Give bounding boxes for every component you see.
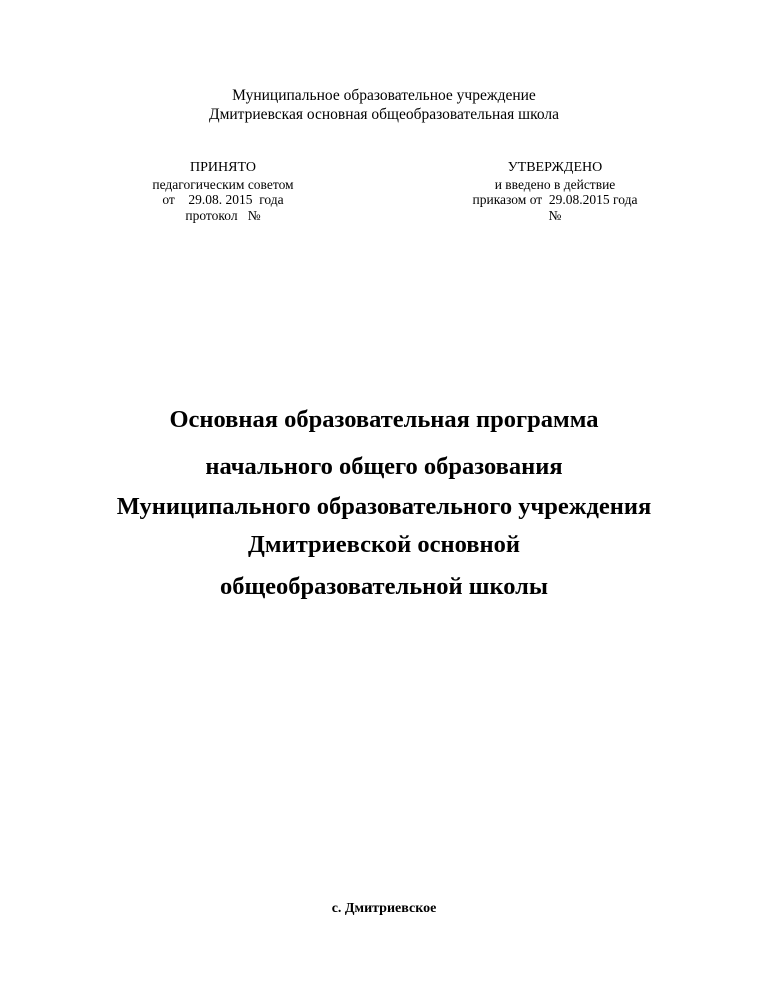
accepted-protocol: протокол № (185, 207, 261, 223)
approved-heading: УТВЕРЖДЕНО (507, 160, 603, 175)
place-of-publication: с. Дмитриевское (331, 901, 437, 916)
organization-name: Дмитриевская основная общеобразовательная школа (209, 106, 559, 123)
accepted-block (128, 160, 318, 223)
title-line-3: Муниципального образовательного учреждения (116, 493, 652, 520)
title-line-2: начального общего образования (205, 453, 563, 480)
title-line-4: Дмитриевской основной (248, 531, 520, 558)
document-title (0, 400, 768, 607)
organization-header (0, 86, 768, 124)
accepted-by: педагогическим советом (152, 176, 294, 192)
organization-type: Муниципальное образовательное учреждение (232, 87, 536, 104)
accepted-heading: ПРИНЯТО (190, 160, 256, 175)
title-line-5: общеобразовательной школы (219, 573, 549, 600)
title-line-1: Основная образовательная программа (169, 406, 599, 433)
approved-block (450, 160, 660, 223)
approved-order-date: приказом от 29.08.2015 года (472, 192, 638, 207)
approved-order-number: № (548, 207, 562, 223)
approved-enactment: и введено в действие (494, 176, 616, 192)
accepted-date: от 29.08. 2015 года (162, 192, 284, 207)
